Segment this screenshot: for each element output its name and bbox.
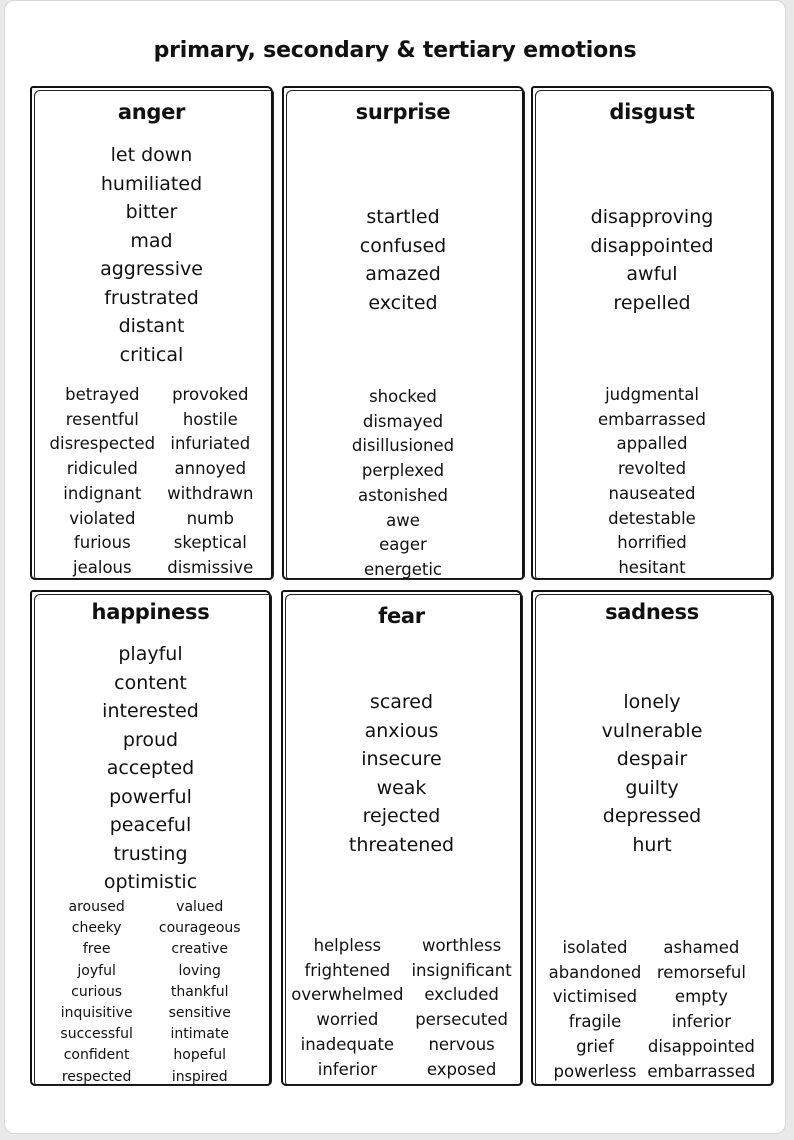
secondary-emotion: depressed [602, 805, 702, 827]
secondary-emotion: distant [118, 315, 185, 337]
tertiary-emotion: creative [171, 941, 229, 958]
secondary-emotion: confused [359, 234, 447, 257]
panel-anger [30, 86, 273, 580]
tertiary-emotion: curious [71, 983, 123, 1000]
tertiary-emotion: excluded [424, 985, 499, 1005]
secondary-emotion: threatened [348, 833, 455, 856]
secondary-emotion: lonely [623, 691, 681, 713]
secondary-emotion: aggressive [100, 258, 203, 280]
panel-surprise [282, 86, 524, 580]
secondary-emotion: accepted [106, 757, 195, 779]
tertiary-list-surprise [284, 385, 522, 583]
tertiary-emotion: violated [69, 508, 136, 528]
secondary-emotion: playful [118, 643, 183, 665]
panel-title-fear: fear [378, 604, 425, 628]
tertiary-emotion: perplexed [361, 461, 445, 481]
tertiary-emotion: remorseful [656, 962, 746, 982]
secondary-emotion: disapproving [590, 206, 714, 228]
secondary-emotion: powerful [109, 785, 192, 808]
tertiary-emotion: revolted [617, 459, 687, 479]
tertiary-emotion: frightened [304, 960, 391, 980]
tertiary-column-right [647, 936, 755, 1084]
tertiary-emotion: shocked [369, 387, 437, 406]
tertiary-emotion: aroused [68, 899, 125, 915]
tertiary-emotion: hopeful [173, 1047, 227, 1064]
tertiary-emotion: disillusioned [351, 436, 455, 456]
tertiary-list-anger [32, 383, 271, 581]
tertiary-emotion: provoked [172, 385, 249, 404]
tertiary-emotion: dismissive [167, 557, 254, 577]
secondary-emotion: despair [616, 748, 688, 770]
tertiary-emotion: nervous [428, 1034, 495, 1054]
tertiary-emotion: skeptical [173, 533, 247, 553]
tertiary-emotion: fragile [568, 1012, 622, 1032]
secondary-list-anger [32, 141, 271, 369]
tertiary-emotion: exposed [426, 1059, 497, 1079]
tertiary-emotion: valued [176, 899, 224, 915]
secondary-list-happiness [32, 640, 269, 897]
tertiary-emotion: insignificant [411, 960, 512, 980]
tertiary-emotion: inferior [317, 1059, 377, 1079]
secondary-emotion: vulnerable [601, 719, 703, 742]
panel-disgust [531, 86, 773, 580]
tertiary-column-right [167, 383, 253, 581]
tertiary-emotion: inspired [171, 1068, 228, 1085]
tertiary-column [284, 385, 522, 583]
secondary-emotion: startled [366, 206, 440, 228]
secondary-emotion: mad [130, 229, 173, 252]
tertiary-emotion: helpless [313, 936, 382, 955]
secondary-emotion: interested [102, 700, 199, 722]
tertiary-emotion: successful [60, 1026, 133, 1043]
secondary-emotion: content [114, 671, 187, 694]
tertiary-column-left [50, 383, 156, 581]
tertiary-emotion: confident [63, 1047, 130, 1064]
secondary-emotion: amazed [365, 263, 441, 285]
panel-title-happiness: happiness [91, 600, 210, 624]
tertiary-emotion: numb [186, 508, 235, 528]
tertiary-column-left [291, 934, 403, 1082]
tertiary-emotion: respected [61, 1068, 132, 1085]
tertiary-emotion: victimised [552, 987, 638, 1007]
panel-title-sadness: sadness [605, 600, 699, 624]
tertiary-emotion: disrespected [49, 434, 156, 454]
secondary-emotion: bitter [125, 201, 178, 223]
tertiary-emotion: isolated [562, 938, 628, 957]
tertiary-emotion: embarrassed [647, 1061, 756, 1081]
tertiary-emotion: detestable [608, 508, 696, 528]
tertiary-column [533, 383, 771, 581]
tertiary-emotion: hostile [182, 409, 238, 429]
tertiary-emotion: indignant [63, 483, 142, 503]
tertiary-emotion: awe [386, 510, 420, 530]
tertiary-emotion: ridiculed [66, 459, 138, 479]
secondary-list-fear [283, 688, 520, 859]
panel-sadness [531, 590, 773, 1086]
tertiary-emotion: horrified [617, 533, 687, 553]
tertiary-emotion: betrayed [65, 385, 140, 404]
secondary-list-sadness [533, 688, 771, 859]
tertiary-emotion: inadequate [300, 1034, 395, 1054]
tertiary-emotion: inferior [671, 1012, 732, 1032]
tertiary-emotion: loving [178, 962, 221, 979]
tertiary-emotion: empty [674, 987, 728, 1007]
tertiary-emotion: courageous [158, 920, 241, 937]
panel-title-disgust: disgust [609, 100, 695, 124]
tertiary-emotion: worried [316, 1010, 379, 1030]
secondary-emotion: hurt [632, 833, 672, 856]
panel-title-surprise: surprise [355, 100, 451, 124]
secondary-emotion: guilty [625, 776, 679, 799]
tertiary-column-left [60, 897, 132, 1088]
secondary-emotion: humiliated [100, 172, 203, 195]
tertiary-emotion: energetic [363, 559, 442, 579]
secondary-emotion: awful [626, 263, 678, 285]
secondary-emotion: frustrated [104, 286, 199, 309]
tertiary-list-disgust [533, 383, 771, 581]
tertiary-emotion: persecuted [415, 1010, 508, 1030]
secondary-emotion: critical [119, 343, 184, 366]
panel-title-anger: anger [117, 100, 186, 124]
secondary-emotion: excited [368, 291, 438, 314]
tertiary-emotion: abandoned [548, 962, 642, 982]
tertiary-column-right [411, 934, 511, 1082]
secondary-emotion: peaceful [109, 814, 192, 836]
secondary-emotion: let down [110, 144, 193, 166]
tertiary-emotion: furious [73, 533, 131, 553]
tertiary-emotion: intimate [170, 1026, 229, 1043]
tertiary-emotion: joyful [77, 962, 116, 979]
secondary-emotion: repelled [613, 291, 691, 314]
secondary-list-surprise [284, 203, 522, 317]
page-title: primary, secondary & tertiary emotions [153, 38, 637, 63]
tertiary-emotion: inquisitive [60, 1005, 133, 1022]
secondary-emotion: proud [122, 728, 179, 751]
secondary-emotion: rejected [362, 805, 441, 827]
secondary-emotion: anxious [364, 719, 439, 742]
tertiary-list-happiness [32, 897, 269, 1088]
secondary-emotion: scared [369, 691, 434, 713]
tertiary-emotion: embarrassed [597, 409, 706, 429]
panel-fear [281, 590, 522, 1086]
tertiary-emotion: astonished [358, 485, 448, 505]
tertiary-emotion: resentful [65, 409, 139, 429]
tertiary-emotion: annoyed [174, 459, 247, 479]
tertiary-emotion: withdrawn [167, 483, 254, 503]
secondary-emotion: disappointed [590, 234, 714, 257]
tertiary-emotion: free [82, 941, 111, 958]
tertiary-list-fear [283, 934, 520, 1082]
secondary-list-disgust [533, 203, 771, 317]
tertiary-emotion: thankful [170, 983, 229, 1000]
tertiary-emotion: jealous [73, 557, 132, 577]
secondary-emotion: insecure [361, 748, 442, 770]
tertiary-emotion: infuriated [170, 434, 251, 454]
tertiary-emotion: judgmental [605, 385, 699, 404]
tertiary-list-sadness [533, 936, 771, 1084]
tertiary-emotion: nauseated [608, 483, 696, 503]
secondary-emotion: optimistic [103, 871, 198, 893]
tertiary-emotion: cheeky [71, 920, 122, 937]
tertiary-emotion: dismayed [362, 411, 444, 431]
tertiary-emotion: hesitant [618, 557, 686, 577]
secondary-emotion: trusting [113, 842, 188, 865]
panel-happiness [30, 590, 271, 1086]
tertiary-emotion: grief [576, 1036, 614, 1056]
tertiary-column-left [549, 936, 642, 1084]
tertiary-emotion: disappointed [647, 1036, 755, 1056]
tertiary-emotion: ashamed [663, 938, 740, 957]
tertiary-emotion: worthless [421, 936, 502, 955]
secondary-emotion: weak [376, 776, 427, 799]
tertiary-emotion: sensitive [168, 1005, 231, 1022]
tertiary-column-right [159, 897, 241, 1088]
tertiary-emotion: powerless [553, 1061, 637, 1081]
tertiary-emotion: eager [379, 535, 427, 555]
tertiary-emotion: overwhelmed [291, 985, 404, 1005]
tertiary-emotion: appalled [616, 434, 688, 454]
